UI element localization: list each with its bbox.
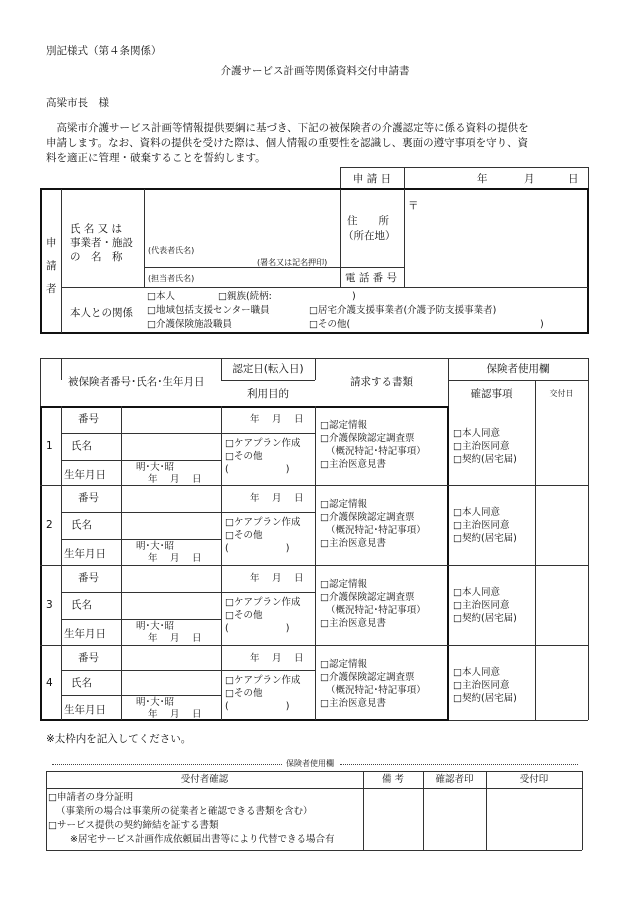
- intro-text-line3: 料を適正に管理・破棄することを誓約します。: [46, 152, 266, 164]
- doc-doctor-opinion[interactable]: □主治医意見書: [320, 538, 386, 549]
- confirm-self-consent[interactable]: □本人同意: [453, 428, 500, 439]
- label-insured-number: 番号: [78, 413, 99, 425]
- confirm-contract[interactable]: □契約(居宅届): [453, 693, 517, 704]
- fill-in-note: ※太枠内を記入してください。: [46, 733, 192, 745]
- relation-family[interactable]: □親族(続柄:: [218, 291, 272, 302]
- relation-care-provider[interactable]: □居宅介護支援事業者(介護予防支援事業者): [309, 305, 497, 316]
- confirm-contract[interactable]: □契約(居宅届): [453, 454, 517, 465]
- insured-number-input[interactable]: [122, 407, 220, 432]
- confirm-self-consent[interactable]: □本人同意: [453, 507, 500, 518]
- cert-date-ymd[interactable]: 年 月 日: [250, 493, 304, 504]
- confirm-contract[interactable]: □契約(居宅届): [453, 533, 517, 544]
- cert-date-ymd[interactable]: 年 月 日: [250, 414, 304, 425]
- relation-other[interactable]: □その他(: [309, 319, 351, 330]
- applicant-side-label-1: 申: [46, 237, 57, 249]
- column-header-insurer: 保険者使用欄: [486, 363, 550, 375]
- staff-name-label: (担当者氏名): [148, 274, 195, 283]
- insured-name-input[interactable]: [122, 434, 220, 459]
- column-header-cert-date: 認定日(転入日): [232, 363, 304, 375]
- label-insured-name: 氏名: [71, 677, 92, 689]
- label-insured-number: 番号: [78, 652, 99, 664]
- purpose-other-detail: ( ): [225, 464, 290, 475]
- confirm-doctor-consent[interactable]: □主治医同意: [453, 600, 510, 611]
- insured-number-input[interactable]: [122, 646, 220, 669]
- doc-survey-sheet[interactable]: □介護保険認定調査票: [320, 512, 415, 523]
- purpose-other-detail: ( ): [225, 623, 290, 634]
- purpose-care-plan[interactable]: □ケアプラン作成: [225, 675, 301, 686]
- label-birth-date: 生年月日: [64, 704, 106, 716]
- birth-era-options[interactable]: 明･大･昭: [136, 541, 175, 552]
- id-proof-note: （事業所の場合は事業所の従業者と確認できる書類を含む）: [56, 806, 313, 817]
- applicant-side-label-3: 者: [46, 283, 57, 295]
- relation-other-close: ): [540, 319, 544, 330]
- doc-cert-info[interactable]: □認定情報: [320, 659, 367, 670]
- doc-survey-sheet[interactable]: □介護保険認定調査票: [320, 672, 415, 683]
- applicant-side-label-2: 請: [46, 260, 57, 272]
- doc-survey-sheet-note: （概況特記･特記事項）: [326, 525, 426, 536]
- doc-cert-info[interactable]: □認定情報: [320, 579, 367, 590]
- relation-label: 本人との関係: [70, 307, 133, 319]
- relation-facility-staff[interactable]: □介護保険施設職員: [147, 319, 232, 330]
- column-header-confirm: 確認事項: [470, 388, 513, 400]
- form-number-label: 別記様式（第４条関係）: [46, 45, 162, 57]
- birth-date-ymd[interactable]: 年 月 日: [148, 709, 202, 720]
- purpose-other[interactable]: □その他: [225, 451, 263, 462]
- check-contract-proof[interactable]: □サービス提供の契約締結を証する書類: [48, 820, 219, 831]
- row-number: 1: [46, 440, 53, 452]
- doc-survey-sheet-note: （概況特記･特記事項）: [326, 446, 426, 457]
- confirm-self-consent[interactable]: □本人同意: [453, 587, 500, 598]
- doc-cert-info[interactable]: □認定情報: [320, 420, 367, 431]
- label-birth-date: 生年月日: [64, 628, 106, 640]
- remarks-header: 備 考: [381, 774, 405, 785]
- confirm-doctor-consent[interactable]: □主治医同意: [453, 520, 510, 531]
- signature-note: (署名又は記名押印): [257, 258, 328, 267]
- representative-name-label: (代表者氏名): [148, 246, 195, 255]
- name-label-1: 氏 名 又 は: [70, 223, 123, 235]
- insured-name-input[interactable]: [122, 513, 220, 538]
- doc-survey-sheet-note: （概況特記･特記事項）: [326, 685, 426, 696]
- apply-date-year: 年: [477, 173, 488, 185]
- reception-check-header: 受付者確認: [180, 774, 229, 785]
- column-header-issue-date: 交付日: [549, 389, 574, 398]
- cert-date-ymd[interactable]: 年 月 日: [250, 573, 304, 584]
- purpose-other[interactable]: □その他: [225, 530, 263, 541]
- doc-survey-sheet-note: （概況特記･特記事項）: [326, 605, 426, 616]
- doc-survey-sheet[interactable]: □介護保険認定調査票: [320, 433, 415, 444]
- doc-doctor-opinion[interactable]: □主治医意見書: [320, 459, 386, 470]
- name-label-3: の 名 称: [70, 251, 123, 263]
- label-insured-name: 氏名: [71, 440, 92, 452]
- insured-number-input[interactable]: [122, 486, 220, 511]
- purpose-other[interactable]: □その他: [225, 610, 263, 621]
- label-birth-date: 生年月日: [64, 548, 106, 560]
- birth-date-ymd[interactable]: 年 月 日: [148, 474, 202, 485]
- birth-date-ymd[interactable]: 年 月 日: [148, 553, 202, 564]
- insured-name-input[interactable]: [122, 593, 220, 618]
- reception-stamp-header: 受付印: [519, 774, 549, 785]
- label-insured-name: 氏名: [71, 519, 92, 531]
- confirm-self-consent[interactable]: □本人同意: [453, 667, 500, 678]
- relation-support-center[interactable]: □地域包括支援センター職員: [147, 305, 270, 316]
- label-insured-number: 番号: [78, 572, 99, 584]
- row-number: 4: [46, 676, 53, 689]
- purpose-other-detail: ( ): [225, 701, 290, 712]
- postal-mark: 〒: [408, 200, 419, 212]
- doc-cert-info[interactable]: □認定情報: [320, 499, 367, 510]
- insured-name-input[interactable]: [122, 671, 220, 694]
- row-number: 3: [46, 599, 53, 611]
- purpose-other[interactable]: □その他: [225, 688, 263, 699]
- birth-era-options[interactable]: 明･大･昭: [136, 697, 175, 708]
- label-insured-number: 番号: [78, 492, 99, 504]
- birth-era-options[interactable]: 明･大･昭: [136, 621, 175, 632]
- confirm-contract[interactable]: □契約(居宅届): [453, 613, 517, 624]
- address-label-1: 住 所: [347, 215, 389, 227]
- cert-date-ymd[interactable]: 年 月 日: [250, 653, 304, 664]
- birth-era-options[interactable]: 明･大･昭: [136, 462, 175, 473]
- name-label-2: 事業者・施設: [70, 237, 133, 249]
- apply-date-label: 申 請 日: [352, 173, 392, 185]
- relation-self[interactable]: □本人: [147, 291, 175, 302]
- purpose-other-detail: ( ): [225, 543, 290, 554]
- insured-number-input[interactable]: [122, 566, 220, 591]
- intro-text-line1: 高梁市介護サービス計画等情報提供要綱に基づき、下記の被保険者の介護認定等に係る資料の提供を: [46, 122, 529, 134]
- doc-survey-sheet[interactable]: □介護保険認定調査票: [320, 592, 415, 603]
- confirm-doctor-consent[interactable]: □主治医同意: [453, 680, 510, 691]
- doc-doctor-opinion[interactable]: □主治医意見書: [320, 618, 386, 629]
- apply-date-month: 月: [524, 173, 535, 185]
- checker-seal-header: 確認者印: [435, 774, 474, 785]
- check-id-proof[interactable]: □申請者の身分証明: [48, 792, 133, 803]
- insurer-section-divider-label: 保険者使用欄: [286, 759, 334, 768]
- purpose-care-plan[interactable]: □ケアプラン作成: [225, 597, 301, 608]
- purpose-care-plan[interactable]: □ケアプラン作成: [225, 517, 301, 528]
- address-label-2: （所在地）: [343, 230, 396, 242]
- form-title: 介護サービス計画等関係資料交付申請書: [220, 65, 410, 77]
- confirm-doctor-consent[interactable]: □主治医同意: [453, 441, 510, 452]
- addressee: 高梁市長 様: [46, 97, 109, 109]
- column-header-insured: 被保険者番号･氏名･生年月日: [68, 376, 205, 388]
- birth-date-ymd[interactable]: 年 月 日: [148, 633, 202, 644]
- purpose-care-plan[interactable]: □ケアプラン作成: [225, 438, 301, 449]
- column-header-documents: 請求する書類: [350, 376, 413, 388]
- label-birth-date: 生年月日: [64, 469, 106, 481]
- apply-date-day: 日: [568, 173, 579, 185]
- intro-text-line2: 申請します。なお、資料の提供を受けた際は、個人情報の重要性を認識し、裏面の遵守事項を守り、資: [46, 137, 529, 149]
- row-number: 2: [46, 519, 53, 531]
- contract-proof-note: ※居宅サービス計画作成依頼届出書等により代替できる場合有: [70, 834, 335, 845]
- column-header-purpose: 利用目的: [247, 388, 289, 400]
- relation-family-close: ): [352, 291, 356, 302]
- label-insured-name: 氏名: [71, 599, 92, 611]
- doc-doctor-opinion[interactable]: □主治医意見書: [320, 698, 386, 709]
- phone-label: 電 話 番 号: [345, 272, 398, 284]
